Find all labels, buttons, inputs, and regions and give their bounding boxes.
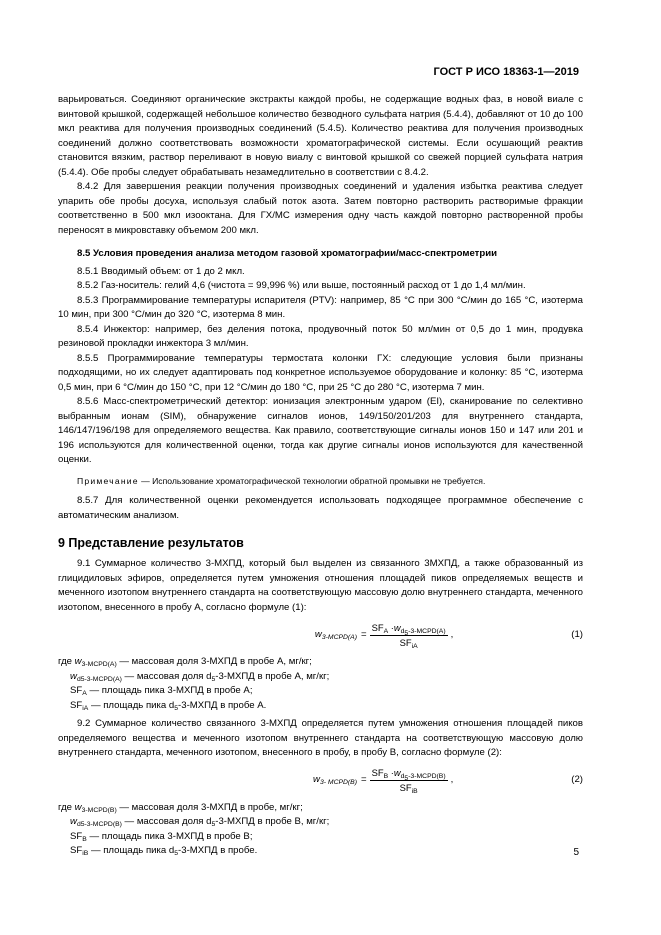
legend-1-item-3: $SF_A$ — площадь пика 3-МХПД в пробе А; xyxy=(70,685,253,697)
paragraph-9-1: 9.1 Суммарное количество 3-МХПД, который был выделен из связанного 3МХПД, а также образованный из глицидиловых эфиров, определяется путем умножения отношения площадей пиков определяемых веществ и меченного изотопом внутреннего стандарта на соответствующую массовую долю внутреннего стандарта, меченного изотопом, внесенного в пробу A, согласно формуле (1): xyxy=(58,558,583,613)
legend-1-item-2: $w_{d5-3-MCPD(A)}$ — массовая доля $d_5-3$-МХПД в пробе А, мг/кг; xyxy=(70,670,330,683)
formula-1-comma: , xyxy=(450,628,454,640)
legend-2-item-2: $w_{d5-3-MCPD(B)}$ — массовая доля $d_5-3$-МХПД в пробе В, мг/кг; xyxy=(70,816,330,828)
formula-2-legend xyxy=(58,801,583,859)
paragraph-8-5-7: 8.5.7 Для количественной оценки рекомендуется использовать подходящее программное обеспечение с автоматическим анализом. xyxy=(58,495,583,521)
paragraph-continuation: варьироваться. Соединяют органические экстракты каждой пробы, не содержащие водных фаз, в новой виале с винтовой крышкой, содержащей небольшое количество безводного сульфата натрия (5.4.4), добавляют от 10 до 100 мкл реактива для получения производных соединений (5.4.5). Количество реактива для получения производных соединений должно соответствовать возможности хроматографической системы. Если осушающий реактив становится вязким, раствор переливают в новую виалу с винтовой крышкой со свежей порцией сульфата натрия (5.4.4). Обе пробы следует обрабатывать незамедлительно в соответствии с 8.4.2. xyxy=(58,94,583,178)
section-heading-8-5: 8.5 Условия проведения анализа методом газовой хроматографии/масс-спектрометрии xyxy=(77,248,498,259)
formula-2-lhs: $w_{3- MCPD(B)}$ xyxy=(313,774,357,787)
paragraph-9-2: 9.2 Суммарное количество связанного 3-МХПД определяется путем умножения отношения площадей пиков определяемого вещества и меченного изотопом внутреннего стандарта на соответствующую массовую долю внутреннего стандарта, меченного изотопом, внесенного в пробу, в пробу B, согласно формуле (2): xyxy=(58,718,583,758)
formula-1-denominator: $SF_{iA}$ xyxy=(399,636,418,650)
page-number: 5 xyxy=(573,847,579,858)
paragraph-8-5-5: 8.5.5 Программирование температуры термостата колонки ГХ: следующие условия были признаны подходящими, но их следует адаптировать под конкретное используемое оборудование и колонку: 85 °С, изотерма 0,5 мин, при 6 °С/мин до 150 °С, при 12 °С/мин до 180 °С, при 25 °С до 280 °С, изотерма 7 мин. xyxy=(58,352,583,393)
section-heading-9: 9 Представление результатов xyxy=(58,536,244,550)
paragraph-8-5-3: 8.5.3 Программирование температуры испарителя (PTV): например, 85 °C при 300 °С/мин до 165 °С, изотерма 10 мин, при 300 °С/мин до 320 °С, изотерма 8 мин. xyxy=(58,294,583,320)
paragraph-8-5-2: 8.5.2 Газ-носитель: гелий 4,6 (чистота = 99,996 %) или выше, постоянный расход от 1 до 1,4 мл/мин. xyxy=(77,280,526,291)
formula-2-denominator: $SF_{iB}$ xyxy=(399,782,418,795)
formula-1-number: (1) xyxy=(571,628,583,640)
legend-2-item-4: $SF_{iB}$ — площадь пика $d_5-3$-МХПД в пробе. xyxy=(70,845,258,857)
page-content xyxy=(58,93,583,859)
legend-2-item-3: $SF_B$ — площадь пика 3-МХПД в пробе В; xyxy=(70,830,253,843)
legend-2-item-1: где $w_{3-MCPD(B)}$ — массовая доля 3-МХПД в пробе, мг/кг; xyxy=(58,801,303,814)
formula-2-equals: = xyxy=(360,774,367,786)
paragraph-8-5-6: 8.5.6 Масс-спектрометрический детектор: ионизация электронным ударом (EI), сканирование по селективно выбранным ионам (SIM), обнаружение сигналов ионов, 149/150/201/203 для внутреннего стандарта, 146/147/196/198 для определяемого вещества. Как правило, соответствующие сигналы ионов 150 и 147 или 201 и 196 используются для количественной оценки, тогда как другие сигналы ионов используются для качественной оценки. xyxy=(58,396,583,465)
formula-1-fraction xyxy=(370,622,448,649)
formula-1-legend xyxy=(58,655,583,713)
paragraph-8-4-2: 8.4.2 Для завершения реакции получения производных соединений и удаления избытка реактива следует упарить обе пробы досуха, используя слабый поток азота. Затем повторно растворить растворимые фракции соответственно в 500 мкл изооктана. Для ГХ/МС измерения одну часть каждой повторно растворенной пробы переносят в микровставку объемом 200 мкл. xyxy=(58,181,583,236)
formula-2-comma: , xyxy=(450,774,454,786)
formula-1-equals: = xyxy=(360,628,367,640)
formula-2-numerator: $SF_B \cdot w_{d_5-3-MCPD(B)}$ xyxy=(371,767,446,782)
legend-1-item-1: где $w_{3-MCPD(A)}$ — массовая доля 3-МХПД в пробе А, мг/кг; xyxy=(58,656,312,668)
formula-1-lhs: $w_{3-MCPD(A)}$ xyxy=(314,628,357,641)
paragraph-8-5-4: 8.5.4 Инжектор: например, без деления потока, продувочный поток 50 мл/мин от 0,5 до 1 мин, продувка резиновой прокладки инжектора 3 мл/мин. xyxy=(58,323,583,349)
legend-1-item-4: $SF_{iA}$ — площадь пика $d_5-3$-МХПД в пробе А. xyxy=(70,699,267,712)
note-text: — Использование хроматографической технологии обратной промывки не требуется. xyxy=(138,475,486,486)
formula-1-numerator: $SF_A \cdot w_{d_5-3-MCPD(A)}$ xyxy=(371,621,446,637)
note xyxy=(58,474,583,489)
paragraph-8-5-1: 8.5.1 Вводимый объем: от 1 до 2 мкл. xyxy=(77,265,245,277)
note-label: Примечание xyxy=(77,475,139,486)
formula-2-fraction xyxy=(370,767,448,794)
document-id: ГОСТ Р ИСО 18363-1—2019 xyxy=(433,66,579,78)
formula-1 xyxy=(58,617,583,653)
formula-2 xyxy=(58,763,583,799)
formula-2-number: (2) xyxy=(571,774,583,786)
